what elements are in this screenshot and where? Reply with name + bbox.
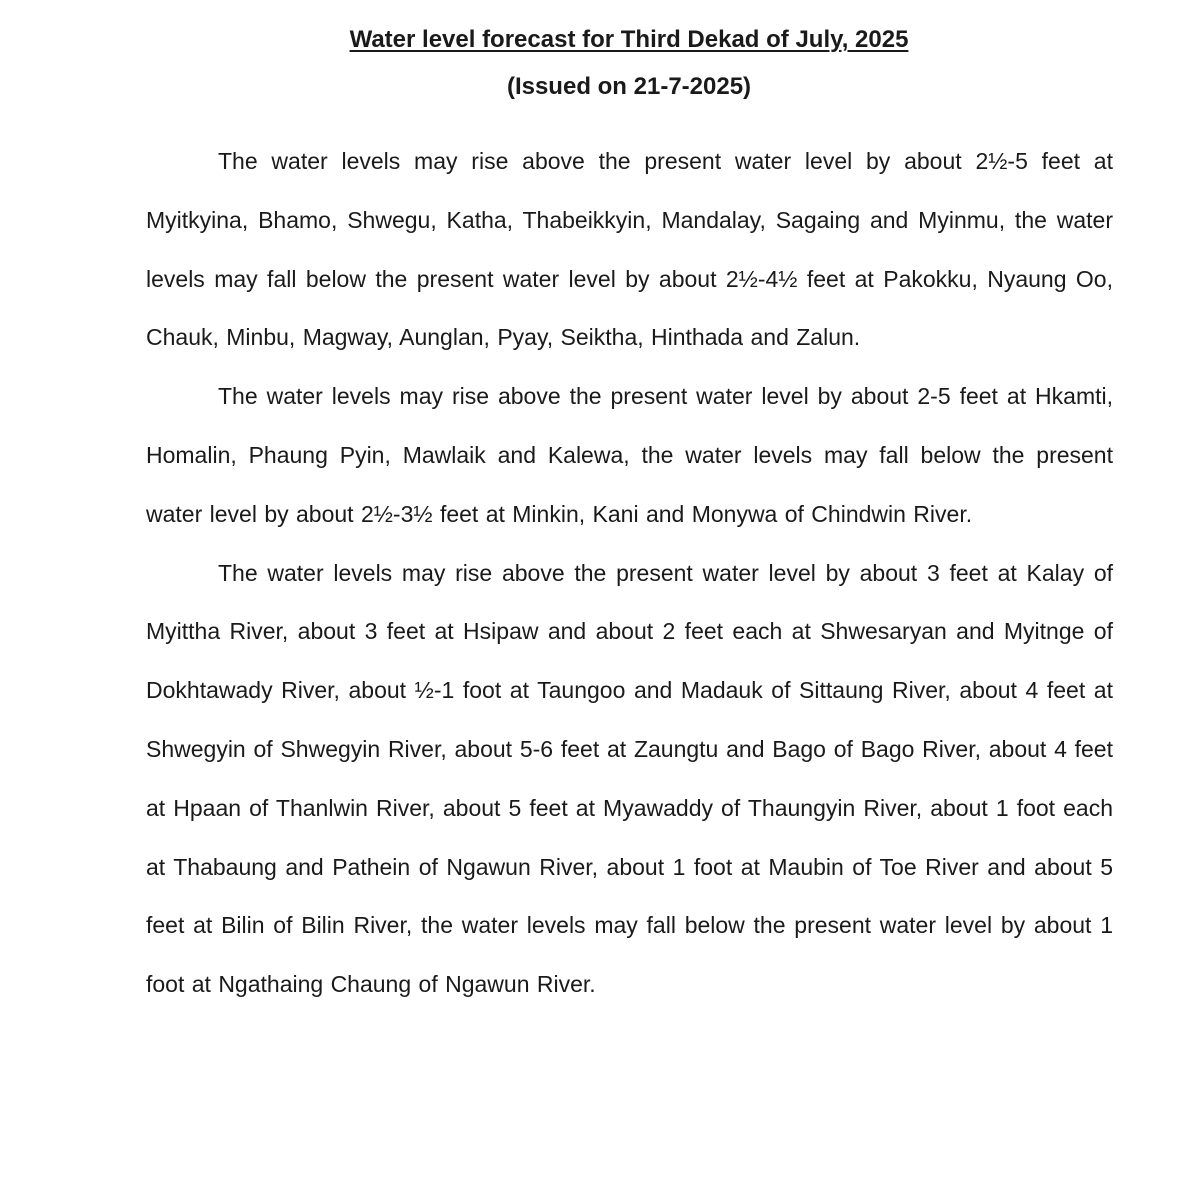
issued-date: (Issued on 21-7-2025) xyxy=(506,73,752,100)
paragraph-ayeyarwady: The water levels may rise above the present water level by about 2½-5 feet at Myitkyina, Bhamo, Shwegu, Katha, Thabeikkyin, Mandalay, Sagaing and Myinmu, the water levels may fall below the present water level by about 2½-4½ feet at Pakokku, Nyaung Oo, Chauk, Minbu, Magway, Aunglan, Pyay, Seiktha, Hinthada and Zalun. xyxy=(146,148,1113,351)
paragraph-chindwin: The water levels may rise above the present water level by about 2-5 feet at Hkamti, Homalin, Phaung Pyin, Mawlaik and Kalewa, the water levels may fall below the present water level by about 2½-3½ feet at Minkin, Kani and Monywa of Chindwin River. xyxy=(146,383,1113,527)
paragraph-other-rivers: The water levels may rise above the present water level by about 3 feet at Kalay of Myittha River, about 3 feet at Hsipaw and about 2 feet each at Shwesaryan and Myitnge of Dokhtawady River, about ½-1 foot at Taungoo and Madauk of Sittaung River, about 4 feet at Shwegyin of Shwegyin River, about 5-6 feet at Zaungtu and Bago of Bago River, about 4 feet at Hpaan of Thanlwin River, about 5 feet at Myawaddy of Thaungyin River, about 1 foot each at Thabaung and Pathein of Ngawun River, about 1 foot at Maubin of Toe River and about 5 feet at Bilin of Bilin River, the water levels may fall below the present water level by about 1 foot at Ngathaing Chaung of Ngawun River. xyxy=(146,559,1113,998)
forecast-body xyxy=(146,132,1113,1014)
document-title: Water level forecast for Third Dekad of July, 2025 xyxy=(349,26,909,53)
